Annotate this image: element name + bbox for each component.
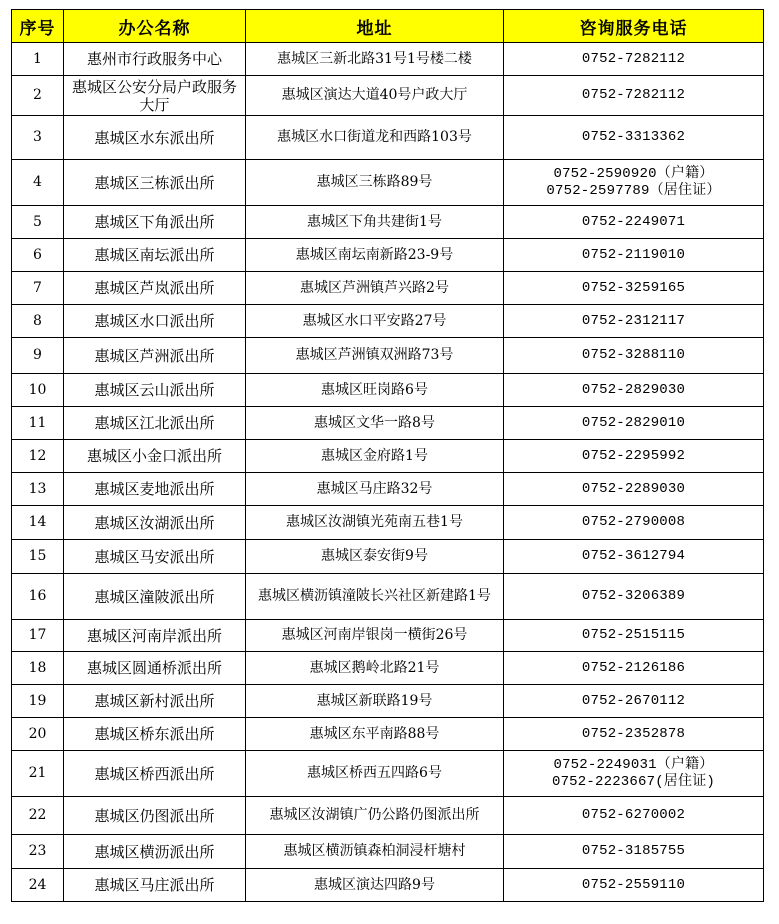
table-row xyxy=(12,835,764,869)
row-address-cell: 惠城区东平南路88号 xyxy=(246,718,504,751)
table-row xyxy=(12,338,764,374)
header-address: 地址 xyxy=(246,10,504,43)
row-phone-cell xyxy=(504,43,764,76)
row-address-cell: 惠城区汝湖镇广仍公路仍图派出所 xyxy=(246,797,504,835)
table-row xyxy=(12,43,764,76)
row-name-cell: 惠城区江北派出所 xyxy=(64,407,246,440)
phone-number: 0752-3206389 xyxy=(581,588,686,604)
row-seq-cell: 7 xyxy=(12,272,64,305)
row-phone-cell xyxy=(504,751,764,797)
table-row xyxy=(12,76,764,116)
phone-number: 0752-6270002 xyxy=(581,807,686,823)
row-address-cell: 惠城区文华一路8号 xyxy=(246,407,504,440)
row-phone-cell xyxy=(504,76,764,116)
row-phone-cell xyxy=(504,835,764,869)
row-name-cell: 惠城区桥西派出所 xyxy=(64,751,246,797)
row-phone-cell xyxy=(504,718,764,751)
row-name-cell: 惠城区河南岸派出所 xyxy=(64,620,246,652)
row-name-cell: 惠城区潼陂派出所 xyxy=(64,574,246,620)
row-address-cell: 惠城区演达大道40号户政大厅 xyxy=(246,76,504,116)
row-seq-cell: 9 xyxy=(12,338,64,374)
row-phone-cell xyxy=(504,374,764,407)
row-address-cell: 惠城区南坛南新路23-9号 xyxy=(246,239,504,272)
phone-number: 0752-2515115 xyxy=(581,627,686,643)
header-phone: 咨询服务电话 xyxy=(504,10,764,43)
row-name-cell: 惠城区云山派出所 xyxy=(64,374,246,407)
table-row xyxy=(12,440,764,473)
table-row xyxy=(12,116,764,160)
row-name-cell: 惠城区桥东派出所 xyxy=(64,718,246,751)
table-row xyxy=(12,751,764,797)
row-address-cell: 惠城区金府路1号 xyxy=(246,440,504,473)
table-row xyxy=(12,540,764,574)
row-seq-cell: 13 xyxy=(12,473,64,506)
phone-number: 0752-2597789（居住证） xyxy=(546,182,721,199)
row-phone-cell xyxy=(504,407,764,440)
row-phone-cell xyxy=(504,620,764,652)
row-seq-cell: 8 xyxy=(12,305,64,338)
phone-number: 0752-2829030 xyxy=(581,381,686,398)
row-name-cell: 惠城区下角派出所 xyxy=(64,206,246,239)
row-seq-cell: 16 xyxy=(12,574,64,620)
phone-number: 0752-2829010 xyxy=(581,414,686,431)
row-seq-cell: 11 xyxy=(12,407,64,440)
row-phone-cell xyxy=(504,272,764,305)
row-seq-cell: 15 xyxy=(12,540,64,574)
row-address-cell: 惠城区鹅岭北路21号 xyxy=(246,652,504,685)
row-phone-cell xyxy=(504,540,764,574)
row-address-cell: 惠城区泰安街9号 xyxy=(246,540,504,574)
row-seq-cell: 2 xyxy=(12,76,64,116)
row-seq-cell: 19 xyxy=(12,685,64,718)
row-phone-cell xyxy=(504,160,764,206)
table-row xyxy=(12,620,764,652)
phone-number: 0752-2249031（户籍） xyxy=(553,756,714,773)
row-address-cell: 惠城区下角共建街1号 xyxy=(246,206,504,239)
phone-number: 0752-7282112 xyxy=(581,50,686,67)
row-name-cell: 惠城区芦岚派出所 xyxy=(64,272,246,305)
table-row xyxy=(12,506,764,540)
row-address-cell: 惠城区横沥镇潼陂长兴社区新建路1号 xyxy=(246,574,504,620)
table-row xyxy=(12,718,764,751)
phone-number: 0752-2352878 xyxy=(581,725,686,742)
row-name-cell: 惠城区汝湖派出所 xyxy=(64,506,246,540)
row-name-cell: 惠城区横沥派出所 xyxy=(64,835,246,869)
row-name-cell: 惠城区马庄派出所 xyxy=(64,869,246,902)
header-row xyxy=(12,10,764,43)
row-address-cell: 惠城区水口街道龙和西路103号 xyxy=(246,116,504,160)
row-address-cell: 惠城区三新北路31号1号楼二楼 xyxy=(246,43,504,76)
phone-number: 0752-3313362 xyxy=(581,129,686,145)
phone-number: 0752-2119010 xyxy=(581,246,686,263)
phone-number: 0752-2126186 xyxy=(581,659,686,676)
table-row xyxy=(12,160,764,206)
row-name-cell: 惠城区仍图派出所 xyxy=(64,797,246,835)
row-seq-cell: 4 xyxy=(12,160,64,206)
row-seq-cell: 24 xyxy=(12,869,64,902)
header-name: 办公名称 xyxy=(64,10,246,43)
office-contact-table xyxy=(11,9,764,902)
row-name-cell: 惠城区芦洲派出所 xyxy=(64,338,246,374)
table-row xyxy=(12,272,764,305)
row-seq-cell: 6 xyxy=(12,239,64,272)
phone-number: 0752-2559110 xyxy=(581,876,686,893)
row-address-cell: 惠城区水口平安路27号 xyxy=(246,305,504,338)
phone-number: 0752-3185755 xyxy=(581,843,686,859)
row-seq-cell: 20 xyxy=(12,718,64,751)
row-name-cell: 惠州市行政服务中心 xyxy=(64,43,246,76)
table-row xyxy=(12,374,764,407)
row-address-cell: 惠城区芦洲镇双洲路73号 xyxy=(246,338,504,374)
table-row xyxy=(12,652,764,685)
row-phone-cell xyxy=(504,685,764,718)
row-seq-cell: 1 xyxy=(12,43,64,76)
row-seq-cell: 10 xyxy=(12,374,64,407)
row-name-cell: 惠城区马安派出所 xyxy=(64,540,246,574)
table-row xyxy=(12,685,764,718)
row-seq-cell: 22 xyxy=(12,797,64,835)
row-name-cell: 惠城区麦地派出所 xyxy=(64,473,246,506)
row-address-cell: 惠城区桥西五四路6号 xyxy=(246,751,504,797)
table-row xyxy=(12,239,764,272)
row-phone-cell xyxy=(504,338,764,374)
table-row xyxy=(12,869,764,902)
row-phone-cell xyxy=(504,797,764,835)
row-address-cell: 惠城区三栋路89号 xyxy=(246,160,504,206)
phone-number: 0752-2670112 xyxy=(581,692,686,709)
row-seq-cell: 14 xyxy=(12,506,64,540)
phone-number: 0752-2249071 xyxy=(581,213,686,230)
phone-number: 0752-2295992 xyxy=(581,447,686,464)
row-name-cell: 惠城区南坛派出所 xyxy=(64,239,246,272)
row-address-cell: 惠城区芦洲镇芦兴路2号 xyxy=(246,272,504,305)
row-phone-cell xyxy=(504,305,764,338)
phone-number: 0752-2790008 xyxy=(581,514,686,530)
phone-number: 0752-2590920（户籍） xyxy=(553,165,714,182)
row-seq-cell: 18 xyxy=(12,652,64,685)
row-seq-cell: 21 xyxy=(12,751,64,797)
table-row xyxy=(12,473,764,506)
table-row xyxy=(12,305,764,338)
table-row xyxy=(12,574,764,620)
phone-number: 0752-2312117 xyxy=(581,312,686,329)
row-address-cell: 惠城区河南岸银岗一横街26号 xyxy=(246,620,504,652)
row-name-cell: 惠城区水东派出所 xyxy=(64,116,246,160)
table-row xyxy=(12,797,764,835)
row-seq-cell: 17 xyxy=(12,620,64,652)
row-seq-cell: 5 xyxy=(12,206,64,239)
table-row xyxy=(12,407,764,440)
row-phone-cell xyxy=(504,652,764,685)
row-address-cell: 惠城区马庄路32号 xyxy=(246,473,504,506)
phone-number: 0752-2223667(居住证) xyxy=(551,773,716,790)
row-name-cell: 惠城区三栋派出所 xyxy=(64,160,246,206)
phone-number: 0752-3288110 xyxy=(581,347,686,363)
phone-number: 0752-3612794 xyxy=(581,548,686,564)
row-name-cell: 惠城区圆通桥派出所 xyxy=(64,652,246,685)
row-phone-cell xyxy=(504,473,764,506)
row-phone-cell xyxy=(504,239,764,272)
row-address-cell: 惠城区旺岗路6号 xyxy=(246,374,504,407)
phone-number: 0752-3259165 xyxy=(581,279,686,296)
row-seq-cell: 23 xyxy=(12,835,64,869)
phone-number: 0752-7282112 xyxy=(581,87,686,103)
row-seq-cell: 12 xyxy=(12,440,64,473)
phone-number: 0752-2289030 xyxy=(581,480,686,497)
row-phone-cell xyxy=(504,206,764,239)
row-phone-cell xyxy=(504,506,764,540)
row-address-cell: 惠城区新联路19号 xyxy=(246,685,504,718)
header-seq: 序号 xyxy=(12,10,64,43)
row-phone-cell xyxy=(504,116,764,160)
row-address-cell: 惠城区演达四路9号 xyxy=(246,869,504,902)
row-phone-cell xyxy=(504,869,764,902)
row-name-cell: 惠城区小金口派出所 xyxy=(64,440,246,473)
row-name-cell: 惠城区公安分局户政服务大厅 xyxy=(64,76,246,116)
row-name-cell: 惠城区新村派出所 xyxy=(64,685,246,718)
row-address-cell: 惠城区汝湖镇光苑南五巷1号 xyxy=(246,506,504,540)
row-phone-cell xyxy=(504,574,764,620)
row-name-cell: 惠城区水口派出所 xyxy=(64,305,246,338)
row-address-cell: 惠城区横沥镇森柏洞浸杆塘村 xyxy=(246,835,504,869)
row-seq-cell: 3 xyxy=(12,116,64,160)
table-body xyxy=(12,43,764,902)
row-phone-cell xyxy=(504,440,764,473)
table-row xyxy=(12,206,764,239)
